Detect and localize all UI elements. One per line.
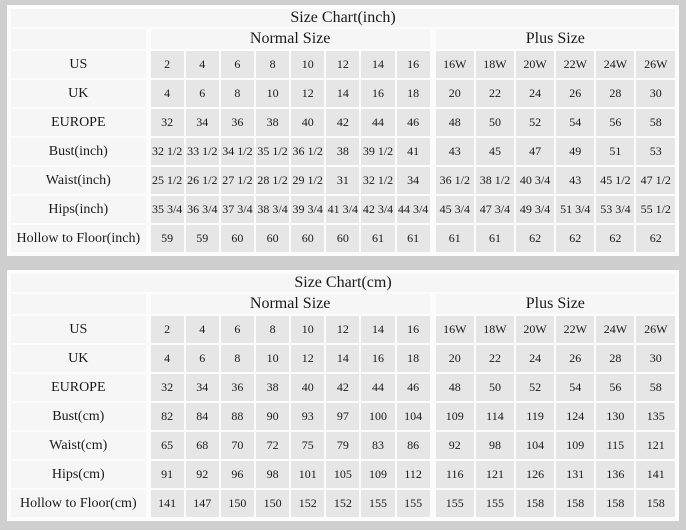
size-value-cell: 4 xyxy=(151,345,184,372)
size-value-cell: 27 1/2 xyxy=(221,167,254,194)
size-table-inch xyxy=(9,7,677,254)
size-value-cell: 98 xyxy=(256,461,289,488)
row-label: US xyxy=(11,316,146,343)
size-value-cell: 14 xyxy=(326,345,359,372)
table-title: Size Chart(cm) xyxy=(11,274,675,292)
row-label: Hips(inch) xyxy=(11,196,146,223)
size-value-cell: 40 xyxy=(291,374,324,401)
row-label: UK xyxy=(11,80,146,107)
size-value-cell: 49 xyxy=(556,138,594,165)
size-value-cell: 26W xyxy=(636,51,675,78)
size-value-cell: 38 xyxy=(326,138,359,165)
size-value-cell: 16 xyxy=(361,345,394,372)
table-row xyxy=(11,109,675,136)
column-gap xyxy=(148,196,149,223)
size-value-cell: 54 xyxy=(556,374,594,401)
size-value-cell: 48 xyxy=(436,374,474,401)
size-value-cell: 10 xyxy=(291,316,324,343)
size-value-cell: 152 xyxy=(326,490,359,517)
size-value-cell: 30 xyxy=(636,345,675,372)
row-label: Bust(cm) xyxy=(11,403,146,430)
size-value-cell: 55 1/2 xyxy=(636,196,675,223)
plus-size-header: Plus Size xyxy=(436,294,675,314)
row-label: Waist(cm) xyxy=(11,432,146,459)
table-row xyxy=(11,403,675,430)
size-value-cell: 4 xyxy=(151,80,184,107)
size-value-cell: 20 xyxy=(436,345,474,372)
size-value-cell: 8 xyxy=(221,345,254,372)
size-value-cell: 43 xyxy=(556,167,594,194)
size-value-cell: 32 1/2 xyxy=(361,167,394,194)
size-value-cell: 52 xyxy=(516,109,554,136)
size-value-cell: 158 xyxy=(636,490,675,517)
column-gap xyxy=(432,461,434,488)
size-value-cell: 135 xyxy=(636,403,675,430)
size-value-cell: 32 xyxy=(151,374,184,401)
size-value-cell: 79 xyxy=(326,432,359,459)
size-value-cell: 42 3/4 xyxy=(361,196,394,223)
size-value-cell: 51 xyxy=(596,138,634,165)
size-value-cell: 36 1/2 xyxy=(291,138,324,165)
size-value-cell: 47 xyxy=(516,138,554,165)
size-value-cell: 100 xyxy=(361,403,394,430)
size-value-cell: 53 xyxy=(636,138,675,165)
size-value-cell: 90 xyxy=(256,403,289,430)
size-value-cell: 18 xyxy=(397,345,430,372)
size-value-cell: 75 xyxy=(291,432,324,459)
size-value-cell: 14 xyxy=(361,316,394,343)
size-chart-cm xyxy=(7,270,679,521)
column-gap xyxy=(432,374,434,401)
column-gap xyxy=(148,403,149,430)
size-value-cell: 136 xyxy=(596,461,634,488)
size-value-cell: 38 xyxy=(256,109,289,136)
size-value-cell: 6 xyxy=(221,51,254,78)
size-value-cell: 58 xyxy=(636,109,675,136)
table-row xyxy=(11,196,675,223)
size-value-cell: 114 xyxy=(476,403,514,430)
size-value-cell: 24W xyxy=(596,51,634,78)
size-value-cell: 65 xyxy=(151,432,184,459)
table-title-row xyxy=(11,274,675,292)
column-gap xyxy=(148,167,149,194)
size-value-cell: 51 3/4 xyxy=(556,196,594,223)
size-value-cell: 119 xyxy=(516,403,554,430)
size-value-cell: 12 xyxy=(326,51,359,78)
size-value-cell: 101 xyxy=(291,461,324,488)
size-value-cell: 62 xyxy=(596,225,634,252)
column-gap xyxy=(148,109,149,136)
size-value-cell: 26 1/2 xyxy=(186,167,219,194)
size-value-cell: 40 xyxy=(291,109,324,136)
size-value-cell: 62 xyxy=(516,225,554,252)
size-value-cell: 16 xyxy=(397,51,430,78)
size-value-cell: 150 xyxy=(256,490,289,517)
size-value-cell: 131 xyxy=(556,461,594,488)
table-row xyxy=(11,51,675,78)
size-value-cell: 61 xyxy=(397,225,430,252)
normal-size-header: Normal Size xyxy=(151,294,430,314)
column-gap xyxy=(432,345,434,372)
size-value-cell: 56 xyxy=(596,374,634,401)
size-value-cell: 121 xyxy=(476,461,514,488)
column-gap xyxy=(432,167,434,194)
size-value-cell: 12 xyxy=(291,345,324,372)
size-value-cell: 48 xyxy=(436,109,474,136)
plus-size-header: Plus Size xyxy=(436,29,675,49)
size-value-cell: 12 xyxy=(326,316,359,343)
column-gap xyxy=(432,225,434,252)
corner-cell xyxy=(11,29,146,49)
size-value-cell: 155 xyxy=(397,490,430,517)
size-value-cell: 147 xyxy=(186,490,219,517)
size-value-cell: 36 xyxy=(221,374,254,401)
size-value-cell: 70 xyxy=(221,432,254,459)
size-value-cell: 25 1/2 xyxy=(151,167,184,194)
size-value-cell: 93 xyxy=(291,403,324,430)
size-value-cell: 18W xyxy=(476,316,514,343)
size-value-cell: 126 xyxy=(516,461,554,488)
row-label: UK xyxy=(11,345,146,372)
size-value-cell: 10 xyxy=(256,80,289,107)
column-gap xyxy=(432,432,434,459)
size-value-cell: 37 3/4 xyxy=(221,196,254,223)
size-value-cell: 59 xyxy=(151,225,184,252)
size-group-header-row xyxy=(11,29,675,49)
size-value-cell: 155 xyxy=(361,490,394,517)
size-value-cell: 24W xyxy=(596,316,634,343)
size-value-cell: 22 xyxy=(476,80,514,107)
size-value-cell: 22W xyxy=(556,316,594,343)
size-value-cell: 52 xyxy=(516,374,554,401)
size-value-cell: 92 xyxy=(186,461,219,488)
table-row xyxy=(11,167,675,194)
size-value-cell: 60 xyxy=(291,225,324,252)
column-gap xyxy=(148,461,149,488)
size-value-cell: 45 xyxy=(476,138,514,165)
size-value-cell: 26 xyxy=(556,80,594,107)
size-value-cell: 46 xyxy=(397,374,430,401)
size-value-cell: 91 xyxy=(151,461,184,488)
size-value-cell: 60 xyxy=(221,225,254,252)
size-value-cell: 2 xyxy=(151,316,184,343)
size-value-cell: 83 xyxy=(361,432,394,459)
size-value-cell: 150 xyxy=(221,490,254,517)
table-row xyxy=(11,461,675,488)
size-value-cell: 36 1/2 xyxy=(436,167,474,194)
size-value-cell: 28 1/2 xyxy=(256,167,289,194)
row-label: Hips(cm) xyxy=(11,461,146,488)
table-title-row xyxy=(11,9,675,27)
size-value-cell: 18 xyxy=(397,80,430,107)
column-gap xyxy=(432,490,434,517)
row-label: Bust(inch) xyxy=(11,138,146,165)
size-value-cell: 42 xyxy=(326,374,359,401)
table-row xyxy=(11,316,675,343)
size-value-cell: 6 xyxy=(186,80,219,107)
size-value-cell: 44 3/4 xyxy=(397,196,430,223)
size-group-header-row xyxy=(11,294,675,314)
size-value-cell: 59 xyxy=(186,225,219,252)
size-value-cell: 109 xyxy=(556,432,594,459)
size-value-cell: 14 xyxy=(361,51,394,78)
table-row xyxy=(11,138,675,165)
size-value-cell: 16W xyxy=(436,51,474,78)
size-value-cell: 158 xyxy=(556,490,594,517)
column-gap xyxy=(432,316,434,343)
size-value-cell: 8 xyxy=(256,51,289,78)
size-value-cell: 10 xyxy=(256,345,289,372)
size-value-cell: 26 xyxy=(556,345,594,372)
table-title: Size Chart(inch) xyxy=(11,9,675,27)
size-value-cell: 2 xyxy=(151,51,184,78)
corner-cell xyxy=(11,294,146,314)
size-value-cell: 4 xyxy=(186,51,219,78)
size-value-cell: 116 xyxy=(436,461,474,488)
row-label: EUROPE xyxy=(11,109,146,136)
size-value-cell: 68 xyxy=(186,432,219,459)
column-gap xyxy=(432,109,434,136)
size-value-cell: 130 xyxy=(596,403,634,430)
size-value-cell: 46 xyxy=(397,109,430,136)
size-value-cell: 14 xyxy=(326,80,359,107)
column-gap xyxy=(148,80,149,107)
size-value-cell: 42 xyxy=(326,109,359,136)
size-value-cell: 12 xyxy=(291,80,324,107)
size-value-cell: 115 xyxy=(596,432,634,459)
size-value-cell: 155 xyxy=(436,490,474,517)
size-value-cell: 43 xyxy=(436,138,474,165)
size-value-cell: 22W xyxy=(556,51,594,78)
size-value-cell: 61 xyxy=(436,225,474,252)
column-gap xyxy=(432,29,434,49)
size-value-cell: 34 xyxy=(186,374,219,401)
size-value-cell: 56 xyxy=(596,109,634,136)
column-gap xyxy=(148,225,149,252)
size-value-cell: 47 3/4 xyxy=(476,196,514,223)
size-value-cell: 104 xyxy=(516,432,554,459)
table-row xyxy=(11,345,675,372)
size-value-cell: 155 xyxy=(476,490,514,517)
size-value-cell: 152 xyxy=(291,490,324,517)
size-value-cell: 98 xyxy=(476,432,514,459)
size-value-cell: 49 3/4 xyxy=(516,196,554,223)
size-table-cm xyxy=(9,272,677,519)
size-value-cell: 60 xyxy=(256,225,289,252)
size-value-cell: 86 xyxy=(397,432,430,459)
size-value-cell: 28 xyxy=(596,80,634,107)
size-value-cell: 20W xyxy=(516,316,554,343)
size-value-cell: 36 xyxy=(221,109,254,136)
size-value-cell: 92 xyxy=(436,432,474,459)
size-value-cell: 38 3/4 xyxy=(256,196,289,223)
column-gap xyxy=(148,294,149,314)
size-value-cell: 62 xyxy=(636,225,675,252)
size-value-cell: 109 xyxy=(361,461,394,488)
size-value-cell: 40 3/4 xyxy=(516,167,554,194)
size-value-cell: 8 xyxy=(221,80,254,107)
table-row xyxy=(11,490,675,517)
size-value-cell: 61 xyxy=(476,225,514,252)
column-gap xyxy=(432,196,434,223)
size-value-cell: 44 xyxy=(361,374,394,401)
size-chart-inch xyxy=(7,5,679,256)
size-value-cell: 36 3/4 xyxy=(186,196,219,223)
size-value-cell: 60 xyxy=(326,225,359,252)
size-value-cell: 35 1/2 xyxy=(256,138,289,165)
size-value-cell: 44 xyxy=(361,109,394,136)
size-value-cell: 32 1/2 xyxy=(151,138,184,165)
size-value-cell: 10 xyxy=(291,51,324,78)
size-value-cell: 105 xyxy=(326,461,359,488)
size-value-cell: 141 xyxy=(151,490,184,517)
column-gap xyxy=(148,374,149,401)
size-value-cell: 24 xyxy=(516,345,554,372)
size-value-cell: 38 xyxy=(256,374,289,401)
row-label: Hollow to Floor(inch) xyxy=(11,225,146,252)
size-value-cell: 112 xyxy=(397,461,430,488)
size-value-cell: 50 xyxy=(476,374,514,401)
row-label: US xyxy=(11,51,146,78)
size-value-cell: 35 3/4 xyxy=(151,196,184,223)
size-value-cell: 31 xyxy=(326,167,359,194)
column-gap xyxy=(148,29,149,49)
size-value-cell: 50 xyxy=(476,109,514,136)
size-value-cell: 124 xyxy=(556,403,594,430)
size-value-cell: 24 xyxy=(516,80,554,107)
size-value-cell: 61 xyxy=(361,225,394,252)
size-value-cell: 58 xyxy=(636,374,675,401)
column-gap xyxy=(148,345,149,372)
size-value-cell: 20 xyxy=(436,80,474,107)
size-value-cell: 34 1/2 xyxy=(221,138,254,165)
column-gap xyxy=(148,51,149,78)
size-value-cell: 158 xyxy=(516,490,554,517)
size-value-cell: 53 3/4 xyxy=(596,196,634,223)
size-value-cell: 121 xyxy=(636,432,675,459)
size-value-cell: 45 1/2 xyxy=(596,167,634,194)
row-label: Hollow to Floor(cm) xyxy=(11,490,146,517)
column-gap xyxy=(432,138,434,165)
size-value-cell: 6 xyxy=(186,345,219,372)
size-value-cell: 96 xyxy=(221,461,254,488)
size-value-cell: 88 xyxy=(221,403,254,430)
size-value-cell: 104 xyxy=(397,403,430,430)
table-row xyxy=(11,225,675,252)
size-value-cell: 109 xyxy=(436,403,474,430)
size-value-cell: 8 xyxy=(256,316,289,343)
size-value-cell: 16 xyxy=(397,316,430,343)
size-value-cell: 47 1/2 xyxy=(636,167,675,194)
table-row xyxy=(11,80,675,107)
size-value-cell: 20W xyxy=(516,51,554,78)
table-row xyxy=(11,374,675,401)
size-value-cell: 22 xyxy=(476,345,514,372)
column-gap xyxy=(432,294,434,314)
size-value-cell: 82 xyxy=(151,403,184,430)
size-value-cell: 34 xyxy=(397,167,430,194)
column-gap xyxy=(432,403,434,430)
size-value-cell: 158 xyxy=(596,490,634,517)
size-value-cell: 16W xyxy=(436,316,474,343)
size-value-cell: 72 xyxy=(256,432,289,459)
size-value-cell: 28 xyxy=(596,345,634,372)
normal-size-header: Normal Size xyxy=(151,29,430,49)
column-gap xyxy=(148,138,149,165)
size-value-cell: 38 1/2 xyxy=(476,167,514,194)
size-value-cell: 41 xyxy=(397,138,430,165)
column-gap xyxy=(148,490,149,517)
size-value-cell: 33 1/2 xyxy=(186,138,219,165)
size-value-cell: 84 xyxy=(186,403,219,430)
column-gap xyxy=(148,316,149,343)
size-value-cell: 141 xyxy=(636,461,675,488)
size-value-cell: 34 xyxy=(186,109,219,136)
size-value-cell: 18W xyxy=(476,51,514,78)
row-label: EUROPE xyxy=(11,374,146,401)
size-value-cell: 39 3/4 xyxy=(291,196,324,223)
size-value-cell: 4 xyxy=(186,316,219,343)
size-value-cell: 30 xyxy=(636,80,675,107)
size-value-cell: 41 3/4 xyxy=(326,196,359,223)
size-value-cell: 97 xyxy=(326,403,359,430)
size-value-cell: 16 xyxy=(361,80,394,107)
size-value-cell: 32 xyxy=(151,109,184,136)
column-gap xyxy=(432,80,434,107)
column-gap xyxy=(148,432,149,459)
size-value-cell: 39 1/2 xyxy=(361,138,394,165)
row-label: Waist(inch) xyxy=(11,167,146,194)
size-value-cell: 62 xyxy=(556,225,594,252)
table-row xyxy=(11,432,675,459)
column-gap xyxy=(432,51,434,78)
size-value-cell: 45 3/4 xyxy=(436,196,474,223)
size-value-cell: 6 xyxy=(221,316,254,343)
size-value-cell: 29 1/2 xyxy=(291,167,324,194)
size-value-cell: 26W xyxy=(636,316,675,343)
size-value-cell: 54 xyxy=(556,109,594,136)
